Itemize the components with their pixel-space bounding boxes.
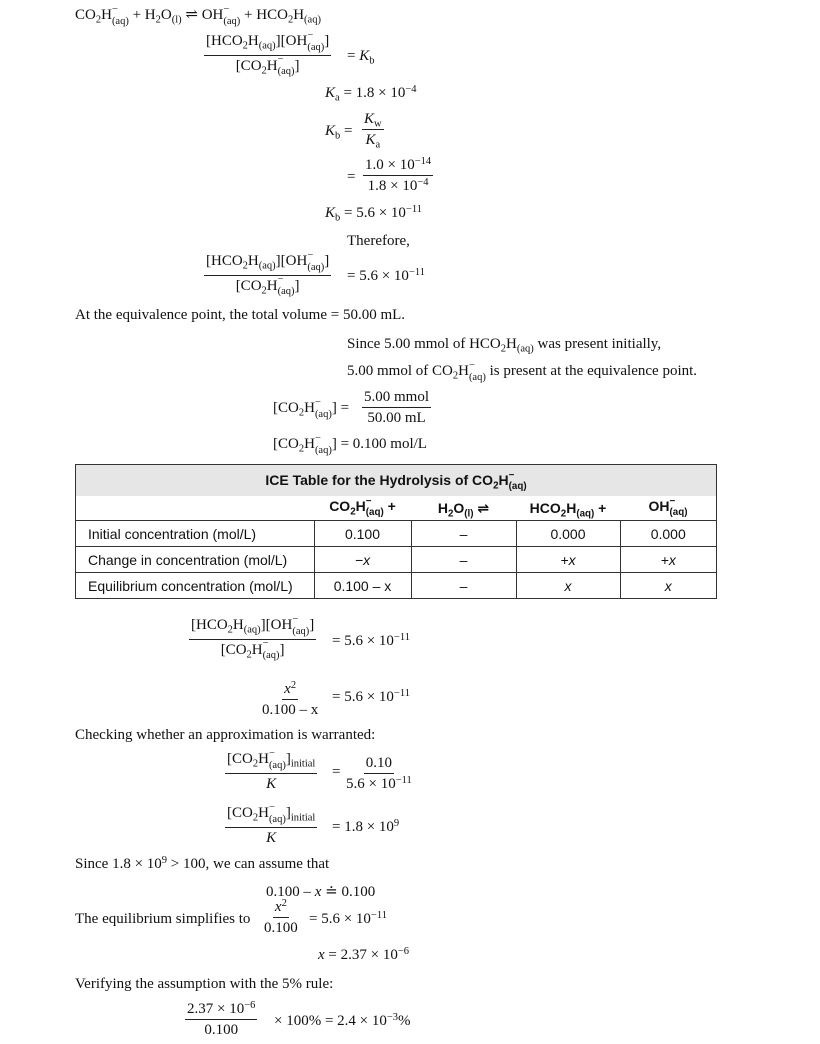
check-denominator-exponent: −11 — [395, 774, 412, 786]
check-rhs-fraction — [346, 754, 412, 793]
kw-value: 1.0 × 10 — [365, 157, 415, 173]
table-row — [76, 573, 716, 599]
kb-value: $K_b = 5.6 \times 10^{-11}$ — [325, 203, 422, 224]
ka-exponent: −4 — [405, 83, 417, 95]
ice-cell: x — [516, 573, 620, 599]
x-squared-value-text: = 5.6 × 10 — [332, 689, 394, 705]
x-squared-value — [332, 688, 410, 706]
since-assume-text-a: Since 1.8 × 10 — [75, 856, 162, 872]
ice-cell: −x — [314, 547, 411, 573]
verify-result-text: × 100% = 2.4 × 10 — [274, 1013, 387, 1029]
ice-table — [75, 464, 717, 599]
ice-row-label: Equilibrium concentration (mol/L) — [76, 573, 314, 599]
since-assume-exponent: 9 — [161, 854, 168, 866]
kb-value-text: = 5.6 × 10 — [344, 205, 406, 221]
check-result-fraction: [$CO_2H$ − $(aq)]_{initial}$ K — [227, 801, 316, 846]
ice-cell: x — [620, 573, 716, 599]
k-symbol: K — [266, 775, 277, 792]
check-numerator: 0.10 — [364, 754, 394, 774]
kb-ice-fraction: $[HCO_2H_{(aq)}][OH$ − (aq)] [$CO_2H$ − (aq)] — [191, 613, 315, 661]
ice-header-blank — [76, 496, 314, 521]
k-symbol-2: K — [266, 829, 277, 846]
kw-exponent: −14 — [414, 155, 432, 167]
initial-subscript: initial — [290, 758, 316, 770]
verify-numerator: 2.37 × 10 — [187, 1001, 245, 1017]
check-approximation-text: Checking whether an approximation is warranted: — [75, 727, 376, 743]
kb-result-value — [347, 267, 425, 285]
since-assume-text-b: > 100, we can assume that — [167, 856, 330, 872]
kb-result-text: = 5.6 × 10 — [347, 268, 409, 284]
ka-value-text: = 1.8 × 10 — [343, 85, 406, 101]
check-equals: = — [332, 764, 341, 780]
equivalence-mmol-text: 5.00 mmol of $CO_2H$ − (aq) is present at the equivalence point. — [347, 359, 698, 383]
kb-exponent: −11 — [405, 203, 422, 215]
ice-cell: 0.100 — [314, 521, 411, 547]
table-row — [76, 521, 716, 547]
check-result-exponent: 9 — [393, 817, 400, 829]
hydrolysis-equation: $CO_2H$ − $(aq) + H_2O_{(l)}$ ⇌ OH − $(aq) + HCO_2H_{(aq)}$ — [75, 3, 321, 27]
ice-header-co2h: $CO_2H$ − (aq) + — [329, 496, 396, 519]
kb-ice-exponent: −11 — [393, 631, 410, 643]
ice-cell: 0.000 — [620, 521, 716, 547]
percent-sign: % — [398, 1013, 411, 1029]
concentration-result-text: ] = 0.100 mol/L — [331, 436, 427, 452]
simplified-fraction: $\frac{x^2}{0.100}$ — [264, 897, 298, 936]
equivalence-mmol-text-b: is present at the equivalence point. — [485, 363, 698, 379]
verify-result — [274, 1012, 411, 1030]
initial-mmol-text-a: Since 5.00 mmol of HCO — [347, 336, 501, 352]
x-squared-fraction: $\frac{x^2}{0.100 - x}$ — [262, 679, 319, 718]
equivalence-volume-text: At the equivalence point, the total volume = 50.00 mL. — [75, 307, 406, 323]
kb-expression-equals: = $K_b$ — [347, 48, 375, 67]
kb-expression-fraction: $[HCO_2H_{(aq)}][OH$ − (aq)] [$CO_2H$ − (aq)] — [206, 29, 330, 77]
ice-table-grid — [76, 496, 716, 598]
verify-denominator: 0.100 — [204, 1022, 239, 1038]
approximation-statement: 0.100 – x ≐ 0.100 — [266, 884, 376, 900]
simplified-denominator: 0.100 — [264, 920, 298, 936]
ice-row-label: Change in concentration (mol/L) — [76, 547, 314, 573]
ice-cell: – — [411, 547, 516, 573]
check-lhs-fraction: [$CO_2H$ − $(aq)]_{initial}$ K — [227, 747, 316, 792]
ice-cell: 0.000 — [516, 521, 620, 547]
ice-header-row — [76, 496, 716, 521]
concentration-result: [$CO_2H$ − (aq)] = 0.100 mol/L — [273, 432, 427, 456]
verify-numerator-exponent: −6 — [244, 999, 256, 1011]
check-result-text: = 1.8 × 10 — [332, 819, 394, 835]
verify-fraction — [185, 1000, 257, 1039]
kb-ice-value — [332, 632, 410, 650]
ice-cell: 0.100 – x — [314, 573, 411, 599]
check-denominator: 5.6 × 10 — [346, 776, 396, 792]
ice-cell: +x — [516, 547, 620, 573]
simplified-value — [309, 910, 387, 928]
kw-over-ka-fraction: $\frac{K_w}{K_a}$ — [364, 111, 382, 151]
concentration-numerator: 5.00 mmol — [362, 388, 431, 408]
kb-result-fraction: $[HCO_2H_{(aq)}][OH$ − (aq)] [$CO_2H$ − (aq)] — [206, 249, 330, 297]
check-result-value — [332, 818, 399, 836]
since-assume-text — [75, 855, 329, 873]
ice-title-text: ICE Table for the Hydrolysis of CO — [265, 472, 494, 488]
ka-denominator: 1.8 × 10 — [367, 178, 418, 194]
equivalence-mmol-text-a: 5.00 mmol of CO — [347, 363, 453, 379]
x-squared-denominator: 0.100 – x — [262, 702, 319, 718]
ice-table-title: ICE Table for the Hydrolysis of $CO_2H$ − (aq) — [76, 465, 716, 496]
ice-cell: – — [411, 573, 516, 599]
ice-cell: – — [411, 521, 516, 547]
table-row — [76, 547, 716, 573]
verify-text: Verifying the assumption with the 5% rule: — [75, 976, 334, 992]
x-result: $x = 2.37 \times 10^{-6}$ — [318, 945, 410, 963]
ice-cell: +x — [620, 547, 716, 573]
x-result-exponent: −6 — [397, 945, 410, 957]
kb-numeric-fraction — [363, 156, 433, 195]
concentration-denominator: 50.00 mL — [367, 410, 426, 426]
simplified-value-text: = 5.6 × 10 — [309, 911, 371, 927]
ka-denominator-exponent: −4 — [417, 176, 429, 188]
kb-ice-text: = 5.6 × 10 — [332, 633, 394, 649]
kb-result-exponent: −11 — [408, 266, 425, 278]
ice-header-hco2h: $HCO_2H_{(aq)}$ + — [529, 500, 607, 520]
ice-header-h2o: $H_2O_{(l)}$ ⇌ — [437, 499, 490, 519]
concentration-lhs: [$CO_2H$ − (aq)] = — [273, 396, 350, 420]
initial-subscript-2: initial — [290, 812, 316, 824]
initial-mmol-text: Since 5.00 mmol of $HCO_2H_{(aq)}$ was present initially, — [347, 336, 662, 355]
therefore-text: Therefore, — [347, 233, 410, 249]
concentration-fraction — [362, 388, 431, 427]
simplifies-text: The equilibrium simplifies to — [75, 911, 251, 927]
kb-numeric-equals: = — [347, 169, 356, 185]
x-squared-exponent: −11 — [393, 687, 410, 699]
kb-definition-lhs: $K_b$ = — [325, 123, 353, 142]
ka-value: $K_a = 1.8 \times 10^{-4}$ — [325, 83, 417, 104]
verify-result-exponent: −3 — [386, 1011, 399, 1023]
ice-header-oh: OH − (aq) — [648, 496, 688, 519]
simplified-exponent: −11 — [370, 909, 387, 921]
ice-row-label: Initial concentration (mol/L) — [76, 521, 314, 547]
initial-mmol-text-b: was present initially, — [533, 336, 662, 352]
